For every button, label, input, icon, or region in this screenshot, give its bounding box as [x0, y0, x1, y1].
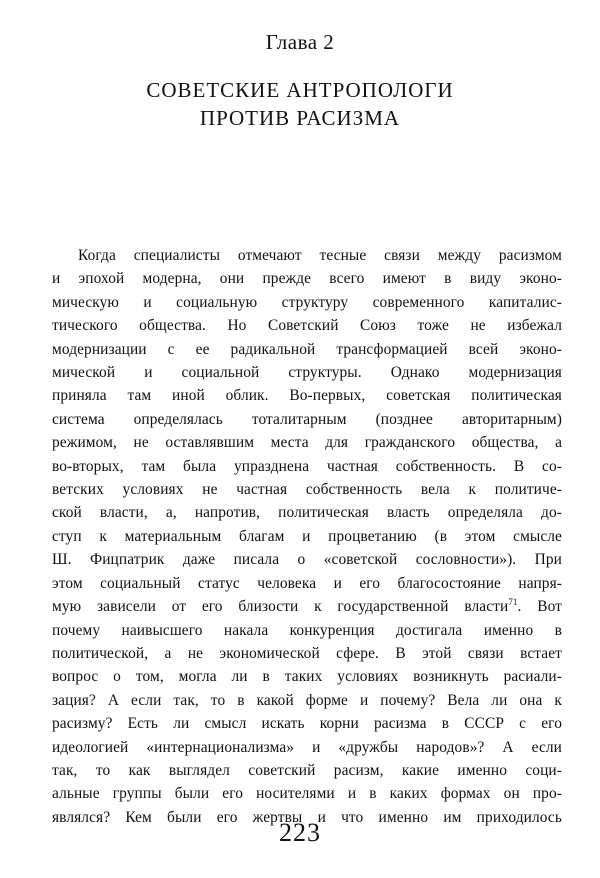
paragraph-line: ступ к материальным благам и процветанию (в этом смысле — [52, 527, 562, 545]
paragraph-line: мической и социальной структуры. Однако модернизация — [52, 364, 562, 382]
page-number: 223 — [279, 818, 321, 847]
paragraph-line: так, то как выглядел советский расизм, какие именно соци- — [52, 761, 562, 779]
paragraph-line: модернизации с ее радикальной трансформацией всей эконо- — [52, 340, 562, 358]
paragraph-line: ской власти, а, напротив, политическая власть определяла до- — [52, 504, 562, 522]
paragraph-line: почему наивысшего накала конкуренция достигала именно в — [52, 621, 562, 639]
paragraph-line: этом социальный статус человека и его благосостояние напря- — [52, 574, 562, 592]
paragraph-line: ветских условиях не частная собственность вела к политиче- — [52, 481, 562, 499]
paragraph-line: мическую и социальную структуру современного капиталис- — [52, 293, 562, 311]
paragraph-line: вопрос о том, могла ли в таких условиях возникнуть расиали- — [52, 668, 562, 686]
paragraph-line: Когда специалисты отмечают тесные связи между расизмом — [78, 247, 562, 264]
paragraph-line: режимом, не оставлявшим места для гражданского общества, а — [52, 434, 562, 452]
paragraph-line: политической, а не экономической сфере. В этой связи встает — [52, 644, 562, 662]
paragraph-line: являлся? Кем были его жертвы и что именно им приходилось — [52, 808, 562, 826]
footnote-marker[interactable]: 71 — [508, 596, 518, 607]
paragraph-line-with-footnote — [52, 595, 562, 618]
paragraph-line: тического общества. Но Советский Союз тоже не избежал — [52, 317, 562, 335]
paragraph-line: Ш. Фицпатрик даже писала о «советской сословности»). При — [52, 551, 562, 569]
paragraph-line: система определялась тоталитарным (позднее авторитарным) — [52, 410, 562, 428]
paragraph-line-tail: . Вот — [517, 598, 563, 616]
paragraph-line: зация? А если так, то в какой форме и почему? Вела ли она к — [52, 691, 562, 709]
paragraph-line-text: мую зависели от его близости к государственной власти — [52, 598, 509, 616]
chapter-title-line-2: ПРОТИВ РАСИЗМА — [199, 106, 401, 130]
paragraph-line: идеологией «интернационализма» и «дружбы народов»? А если — [52, 738, 562, 756]
chapter-label: Глава 2 — [265, 30, 335, 54]
paragraph-line: и эпохой модерна, они прежде всего имеют в виду эконо- — [52, 270, 562, 288]
chapter-title-line-1: СОВЕТСКИЕ АНТРОПОЛОГИ — [146, 78, 454, 102]
chapter-title — [0, 76, 600, 132]
body-paragraph — [52, 244, 562, 829]
paragraph-line: приняла там иной облик. Во-первых, советская политическая — [52, 387, 562, 405]
paragraph-line: альные группы были его носителями и в каких формах он про- — [52, 785, 562, 803]
paragraph-line: во-вторых, там была упразднена частная собственность. В со- — [52, 457, 562, 475]
paragraph-line: расизму? Есть ли смысл искать корни расизма в СССР с его — [52, 715, 562, 733]
